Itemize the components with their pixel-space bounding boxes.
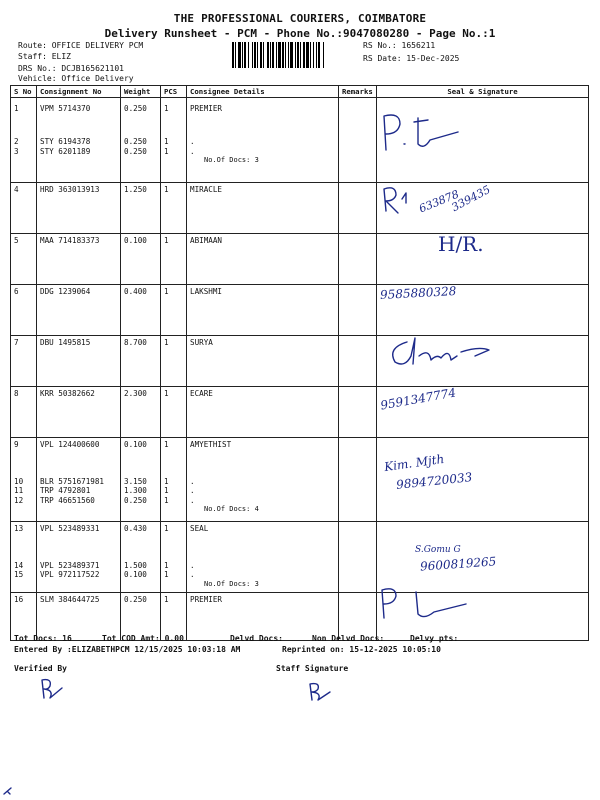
pcs-cell: 1 [164, 146, 169, 156]
sno-cell: 7 [14, 338, 19, 347]
pcs-cell: 1 [164, 338, 169, 347]
barcode-bar [282, 42, 284, 68]
consignee-cell: . [190, 146, 195, 156]
signature-row-5: H/R. [438, 232, 484, 256]
total-cod-amount: Tot COD Amt: 0.00 [102, 634, 184, 643]
table-row [11, 234, 589, 285]
weight-cell: 2.300 [124, 389, 147, 398]
reprinted-on: Reprinted on: 15-12-2025 10:05:10 [282, 645, 441, 654]
sno-cell: 12 [14, 495, 24, 505]
weight-cell: 0.400 [124, 287, 147, 296]
col-pcs: PCS [161, 86, 187, 98]
barcode-bar [267, 42, 269, 68]
remarks-cell [339, 438, 377, 522]
consignee-cell: LAKSHMI [190, 287, 223, 296]
sno-cell: 2 [14, 137, 19, 146]
signature-row-9-phone: 9894720033 [395, 470, 473, 492]
consignment-cell: HRD 363013913 [40, 185, 100, 194]
weight-cell: 0.100 [124, 440, 147, 449]
barcode-bar [303, 42, 305, 68]
rs-number: RS No.: 1656211 [363, 41, 436, 50]
col-consignment: Consignment No [37, 86, 121, 98]
pcs-cell: 1 [164, 104, 169, 113]
company-title: THE PROFESSIONAL COURIERS, COIMBATORE [173, 12, 427, 25]
consignee-cell: AMYETHIST [190, 440, 232, 449]
consignment-cell: VPM 5714370 [40, 104, 91, 113]
barcode-bar [290, 42, 293, 68]
consignment-cell: VPL 523489331 [40, 524, 100, 533]
barcode-bar [248, 42, 249, 68]
consignment-cell: DDG 1239064 [40, 287, 91, 296]
weight-cell: 1.300 [124, 486, 147, 495]
route-label: Route: OFFICE DELIVERY PCM [18, 41, 144, 50]
weight-cell: 0.250 [124, 104, 147, 113]
sno-cell: 1 [14, 104, 19, 113]
docs-count: No.Of Docs: 3 [204, 156, 259, 164]
consignee-cell: . [190, 137, 195, 146]
barcode-image [232, 42, 356, 68]
sno-cell: 5 [14, 236, 19, 245]
table-row [11, 183, 589, 234]
barcode-bar [244, 42, 246, 68]
barcode-bar [270, 42, 271, 68]
sno-cell: 3 [14, 146, 19, 156]
pcs-cell: 1 [164, 560, 169, 570]
consignment-cell: KRR 50382662 [40, 389, 95, 398]
sno-cell: 15 [14, 570, 24, 579]
runsheet-subtitle: Delivery Runsheet - PCM - Phone No.:9047080280 - Page No.:1 [104, 27, 496, 40]
sno-cell: 10 [14, 476, 24, 486]
consignee-cell: . [190, 486, 195, 495]
table-row [11, 387, 589, 438]
weight-cell: 0.100 [124, 236, 147, 245]
table-row-group [11, 98, 589, 183]
staff-signature [306, 680, 336, 704]
pcs-cell: 1 [164, 185, 169, 194]
pcs-cell: 1 [164, 570, 169, 579]
consignee-cell: MIRACLE [190, 185, 223, 194]
consignment-cell: SLM 384644725 [40, 595, 100, 604]
consignee-cell: ECARE [190, 389, 213, 398]
table-row [11, 336, 589, 387]
docs-count: No.Of Docs: 4 [204, 505, 259, 513]
consignment-cell: VPL 124400600 [40, 440, 100, 449]
remarks-cell [339, 387, 377, 438]
barcode-bar [254, 42, 256, 68]
consignment-cell: VPL 972117522 [40, 570, 100, 579]
weight-cell: 1.250 [124, 185, 147, 194]
pcs-cell: 1 [164, 440, 169, 449]
pcs-cell: 1 [164, 287, 169, 296]
total-docs: Tot Docs: 16 [14, 634, 72, 643]
barcode-bar [288, 42, 289, 68]
consignee-cell: SEAL [190, 524, 209, 533]
weight-cell: 0.250 [124, 495, 147, 505]
barcode-bar [318, 42, 320, 68]
consignment-cell: VPL 523489371 [40, 560, 100, 570]
barcode-bar [313, 42, 314, 68]
remarks-cell [339, 183, 377, 234]
sno-cell: 13 [14, 524, 24, 533]
pcs-cell: 1 [164, 495, 169, 505]
barcode-bar [232, 42, 234, 68]
barcode-bar [252, 42, 253, 68]
consignment-cell: DBU 1495815 [40, 338, 91, 347]
staff-label: Staff: ELIZ [18, 52, 71, 61]
consignment-cell: TRP 4792801 [40, 486, 91, 495]
pcs-cell: 1 [164, 595, 169, 604]
barcode-bar [297, 42, 299, 68]
table-header-row [11, 86, 589, 98]
weight-cell: 0.250 [124, 595, 147, 604]
consignment-cell: MAA 714183373 [40, 236, 100, 245]
barcode-bar [242, 42, 243, 68]
docs-count: No.Of Docs: 3 [204, 579, 259, 588]
signature-row-16 [376, 584, 476, 624]
remarks-cell [339, 234, 377, 285]
table-row [11, 593, 589, 641]
pcs-cell: 1 [164, 524, 169, 533]
signature-row-9-name: Kim. Mjth [383, 451, 446, 475]
sno-cell: 8 [14, 389, 19, 398]
pcs-cell: 1 [164, 476, 169, 486]
consignee-cell: . [190, 560, 195, 570]
barcode-bar [257, 42, 258, 68]
pcs-cell: 1 [164, 389, 169, 398]
weight-cell: 0.430 [124, 524, 147, 533]
consignee-cell: . [190, 476, 195, 486]
verified-by-label: Verified By [14, 664, 67, 673]
signature-row-4 [378, 185, 418, 215]
col-seal-signature: Seal & Signature [377, 86, 589, 98]
col-consignee: Consignee Details [187, 86, 339, 98]
weight-cell: 0.100 [124, 570, 147, 579]
entered-by: Entered By :ELIZABETHPCM 12/15/2025 10:03:18 AM [14, 645, 241, 654]
table-row-group [11, 438, 589, 522]
barcode-bar [316, 42, 317, 68]
consignee-cell: ABIMAAN [190, 236, 223, 245]
weight-cell: 8.700 [124, 338, 147, 347]
col-sno: S No [11, 86, 37, 98]
delivery-points: Delvy pts: [410, 634, 459, 643]
sno-cell: 16 [14, 595, 24, 604]
rs-date: RS Date: 15-Dec-2025 [363, 54, 460, 63]
sno-cell: 11 [14, 486, 24, 495]
barcode-bar [306, 42, 309, 68]
runsheet-table [10, 85, 589, 641]
barcode-bar [323, 42, 324, 68]
drs-number: DRS No.: DCJB165621101 [18, 64, 124, 73]
barcode-bar [235, 42, 236, 68]
pcs-cell: 1 [164, 137, 169, 146]
consignee-cell: PREMIER [190, 104, 223, 113]
sno-cell: 4 [14, 185, 19, 194]
remarks-cell [339, 522, 377, 593]
barcode-bar [295, 42, 296, 68]
consignee-cell: . [190, 570, 195, 579]
signature-row-6: 9585880328 [379, 284, 457, 302]
consignment-cell: STY 6201189 [40, 146, 91, 156]
barcode-bar [276, 42, 277, 68]
barcode-bar [238, 42, 241, 68]
barcode-bar [263, 42, 264, 68]
page-mark [2, 786, 14, 796]
signature-row-4-phone-a: 633878 [417, 187, 461, 216]
signature-row-13-phone: 9600819265 [419, 554, 497, 574]
signature-row-7 [385, 334, 495, 372]
consignee-cell: PREMIER [190, 595, 223, 604]
vehicle-label: Vehicle: Office Delivery [18, 74, 134, 83]
weight-cell: 3.150 [124, 476, 147, 486]
signature-row-4-phone-b: 339435 [449, 182, 493, 215]
sno-cell: 6 [14, 287, 19, 296]
barcode-bar [310, 42, 311, 68]
remarks-cell [339, 336, 377, 387]
remarks-cell [339, 285, 377, 336]
weight-cell: 0.250 [124, 146, 147, 156]
sno-cell: 9 [14, 440, 19, 449]
table-row [11, 285, 589, 336]
weight-cell: 0.250 [124, 137, 147, 146]
signature-row-13-name: S.Gomu G [415, 545, 461, 555]
consignee-cell: . [190, 495, 195, 505]
non-delivered-docs: Non Delvd Docs: [312, 634, 385, 643]
barcode-bar [260, 42, 262, 68]
weight-cell: 1.500 [124, 560, 147, 570]
signature-row-8: 9591347774 [379, 385, 457, 413]
signature-row-1 [378, 110, 468, 158]
consignment-cell: BLR 5751671981 [40, 476, 105, 486]
barcode-bar [300, 42, 301, 68]
consignment-cell: STY 6194378 [40, 137, 91, 146]
col-remarks: Remarks [339, 86, 377, 98]
consignee-cell: SURYA [190, 338, 213, 347]
table-row-group [11, 522, 589, 593]
pcs-cell: 1 [164, 486, 169, 495]
barcode-bar [278, 42, 281, 68]
sno-cell: 14 [14, 560, 24, 570]
delivered-docs: Delvd Docs: [230, 634, 283, 643]
pcs-cell: 1 [164, 236, 169, 245]
barcode-bar [272, 42, 274, 68]
consignment-cell: TRP 46651560 [40, 495, 95, 505]
barcode-bar [285, 42, 286, 68]
remarks-cell [339, 98, 377, 183]
verified-by-signature [38, 676, 68, 702]
staff-signature-label: Staff Signature [276, 664, 349, 673]
col-weight: Weight [121, 86, 161, 98]
